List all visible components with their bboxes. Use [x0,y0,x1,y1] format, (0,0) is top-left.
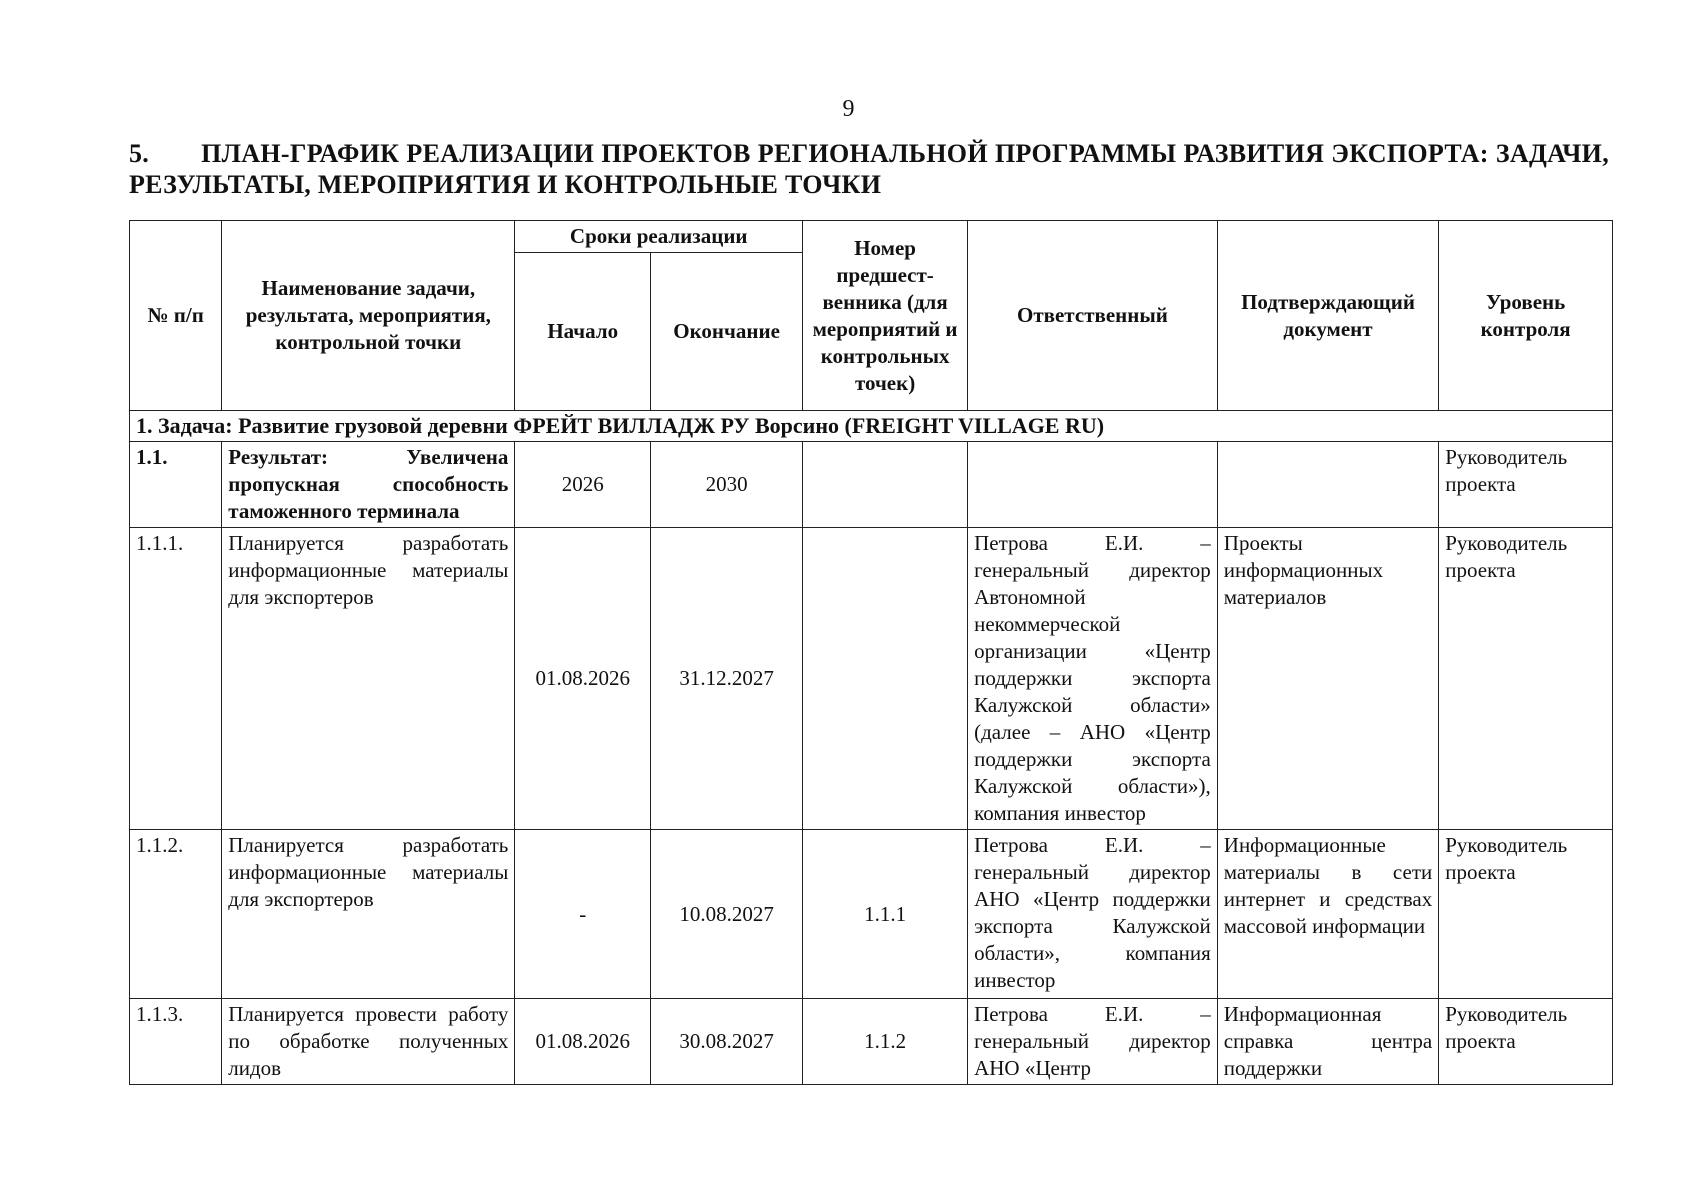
header-predecessor: Номер предшест-венника (для мероприятий и контрольных точек) [803,221,968,411]
row-name: Результат: Увеличена пропускная способность таможенного терминала [222,442,515,528]
row-name: Планируется разработать информационные материалы для экспортеров [222,528,515,830]
row-start: 01.08.2026 [515,999,651,1085]
row-end: 2030 [651,442,803,528]
row-num: 1.1.3. [130,999,222,1085]
row-document: Информационная справка центра поддержки [1217,999,1438,1085]
row-end: 10.08.2027 [651,830,803,999]
header-document: Подтверждающий документ [1217,221,1438,411]
table-row [130,830,1613,999]
row-predecessor [803,528,968,830]
row-control: Руководитель проекта [1439,999,1613,1085]
row-start: 01.08.2026 [515,528,651,830]
row-responsible: Петрова Е.И. – генеральный директор АНО «Центр [968,999,1218,1085]
table-row [130,999,1613,1085]
task-title: 1. Задача: Развитие грузовой деревни ФРЕЙТ ВИЛЛАДЖ РУ Ворсино (FREIGHT VILLAGE RU) [130,411,1613,442]
section-number: 5. [129,139,150,168]
row-predecessor [803,442,968,528]
row-predecessor: 1.1.1 [803,830,968,999]
row-control: Руководитель проекта [1439,442,1613,528]
page-number: 9 [842,96,855,122]
section-title-line2: РЕЗУЛЬТАТЫ, МЕРОПРИЯТИЯ И КОНТРОЛЬНЫЕ ТОЧКИ [129,170,882,199]
row-name: Планируется разработать информационные материалы для экспортеров [222,830,515,999]
section-title-line1 [129,138,1609,169]
row-end: 31.12.2027 [651,528,803,830]
row-end: 30.08.2027 [651,999,803,1085]
task-row [130,411,1613,442]
row-responsible: Петрова Е.И. – генеральный директор АНО «Центр поддержки экспорта Калужской области», компания инвестор [968,830,1218,999]
row-responsible: Петрова Е.И. – генеральный директор Автономной некоммерческой организации «Центр поддержки экспорта Калужской области» (далее – АНО «Центр поддержки экспорта Калужской области»), компания инвестор [968,528,1218,830]
row-document [1217,442,1438,528]
row-num: 1.1. [130,442,222,528]
section-title-text1: ПЛАН-ГРАФИК РЕАЛИЗАЦИИ ПРОЕКТОВ РЕГИОНАЛЬНОЙ ПРОГРАММЫ РАЗВИТИЯ ЭКСПОРТА: ЗАДАЧИ, [201,139,1609,168]
header-num: № п/п [130,221,222,411]
row-start: - [515,830,651,999]
row-num: 1.1.2. [130,830,222,999]
row-document: Информационные материалы в сети интернет и средствах массовой информации [1217,830,1438,999]
header-row-main [130,221,1613,253]
row-document: Проекты информационных материалов [1217,528,1438,830]
row-responsible [968,442,1218,528]
row-name: Планируется провести работу по обработке полученных лидов [222,999,515,1085]
table-row [130,442,1613,528]
header-control: Уровень контроля [1439,221,1613,411]
row-control: Руководитель проекта [1439,528,1613,830]
header-responsible: Ответственный [968,221,1218,411]
table-row [130,528,1613,830]
plan-schedule-table [129,220,1613,1085]
row-start: 2026 [515,442,651,528]
row-num: 1.1.1. [130,528,222,830]
header-end: Окончание [651,253,803,411]
header-period: Сроки реализации [515,221,803,253]
header-start: Начало [515,253,651,411]
header-name: Наименование задачи, результата, мероприятия, контрольной точки [222,221,515,411]
row-control: Руководитель проекта [1439,830,1613,999]
section-title [129,138,1609,200]
row-predecessor: 1.1.2 [803,999,968,1085]
